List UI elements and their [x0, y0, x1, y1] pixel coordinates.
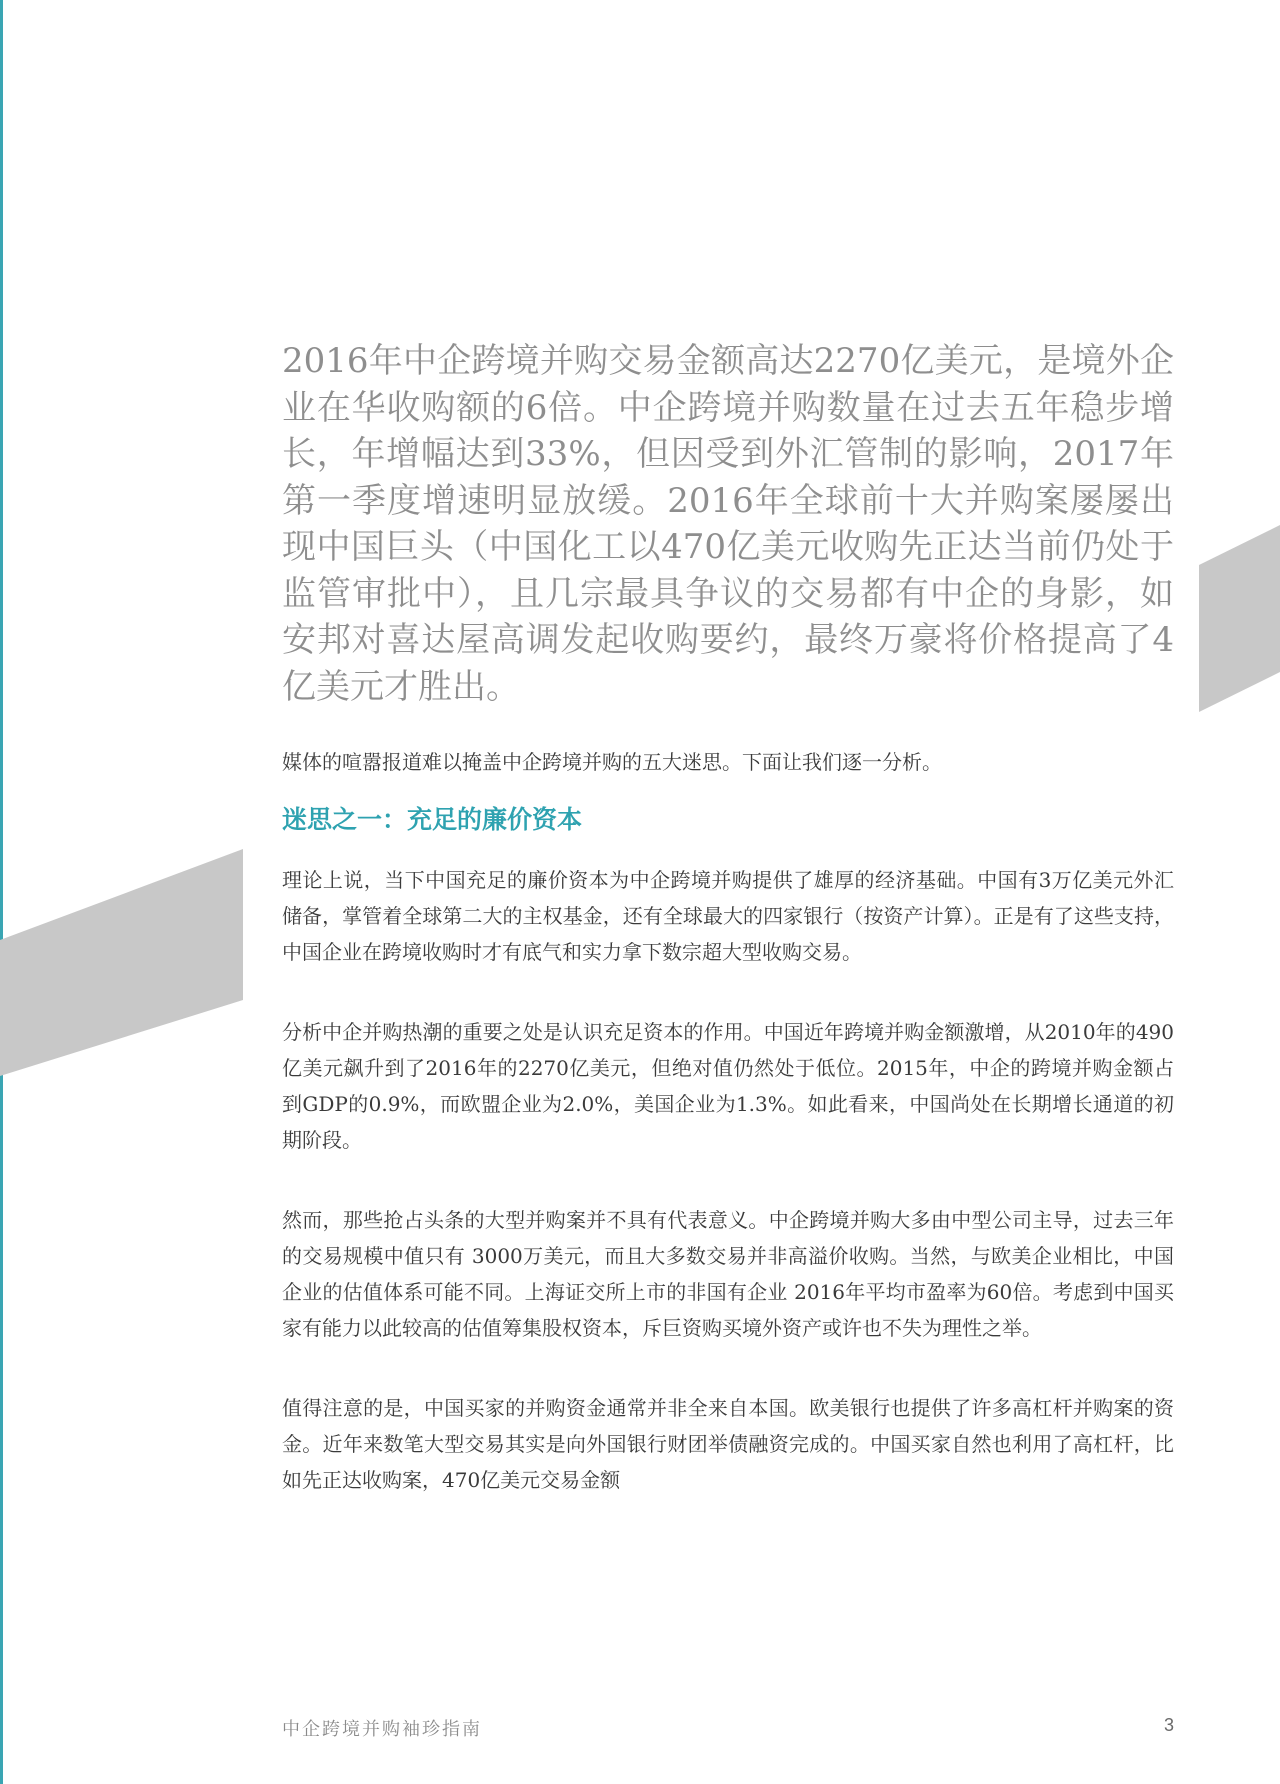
lead-paragraph: 2016年中企跨境并购交易金额高达2270亿美元，是境外企业在华收购额的6倍。中企跨境并购数量在过去五年稳步增长，年增幅达到33%，但因受到外汇管制的影响，2017年第一季度增速明显放缓。2016年全球前十大并购案屡屡出现中国巨头（中国化工以470亿美元收购先正达当前仍处于监管审批中），且几宗最具争议的交易都有中企的身影，如安邦对喜达屋高调发起收购要约，最终万豪将价格提高了4亿美元才胜出。 — [282, 341, 1174, 707]
footer-title: 中企跨境并购袖珍指南 — [282, 1719, 482, 1740]
decorative-band-right — [1199, 525, 1280, 712]
body-paragraph-4: 值得注意的是，中国买家的并购资金通常并非全来自本国。欧美银行也提供了许多高杠杆并购案的资金。近年来数笔大型交易其实是向外国银行财团举债融资完成的。中国买家自然也利用了高杠杆，比如先正达收购案，470亿美元交易金额 — [282, 1396, 1174, 1492]
body-paragraph-2: 分析中企并购热潮的重要之处是认识充足资本的作用。中国近年跨境并购金额激增，从2010年的490亿美元飙升到了2016年的2270亿美元，但绝对值仍然处于低位。2015年，中企的跨境并购金额占到GDP的0.9%，而欧盟企业为2.0%，美国企业为1.3%。如此看来，中国尚处在长期增长通道的初期阶段。 — [282, 1020, 1174, 1152]
page-footer — [282, 1715, 1174, 1745]
body-paragraph-3: 然而，那些抢占头条的大型并购案并不具有代表意义。中企跨境并购大多由中型公司主导，过去三年的交易规模中值只有 3000万美元，而且大多数交易并非高溢价收购。当然，与欧美企业相比，中国企业的估值体系可能不同。上海证交所上市的非国有企业 2016年平均市盈率为60倍。考虑到中国买家有能力以此较高的估值筹集股权资本，斥巨资购买境外资产或许也不失为理性之举。 — [282, 1208, 1174, 1340]
left-edge-accent-line — [0, 0, 3, 1784]
article-body — [282, 338, 1174, 1498]
intro-line: 媒体的喧嚣报道难以掩盖中企跨境并购的五大迷思。下面让我们逐一分析。 — [282, 750, 942, 774]
section-heading: 迷思之一：充足的廉价资本 — [282, 805, 583, 834]
body-paragraph-1: 理论上说，当下中国充足的廉价资本为中企跨境并购提供了雄厚的经济基础。中国有3万亿美元外汇储备，掌管着全球第二大的主权基金，还有全球最大的四家银行（按资产计算）。正是有了这些支持，中国企业在跨境收购时才有底气和实力拿下数宗超大型收购交易。 — [282, 868, 1174, 964]
decorative-band-left — [0, 849, 243, 1076]
page-number: 3 — [1163, 1715, 1174, 1735]
